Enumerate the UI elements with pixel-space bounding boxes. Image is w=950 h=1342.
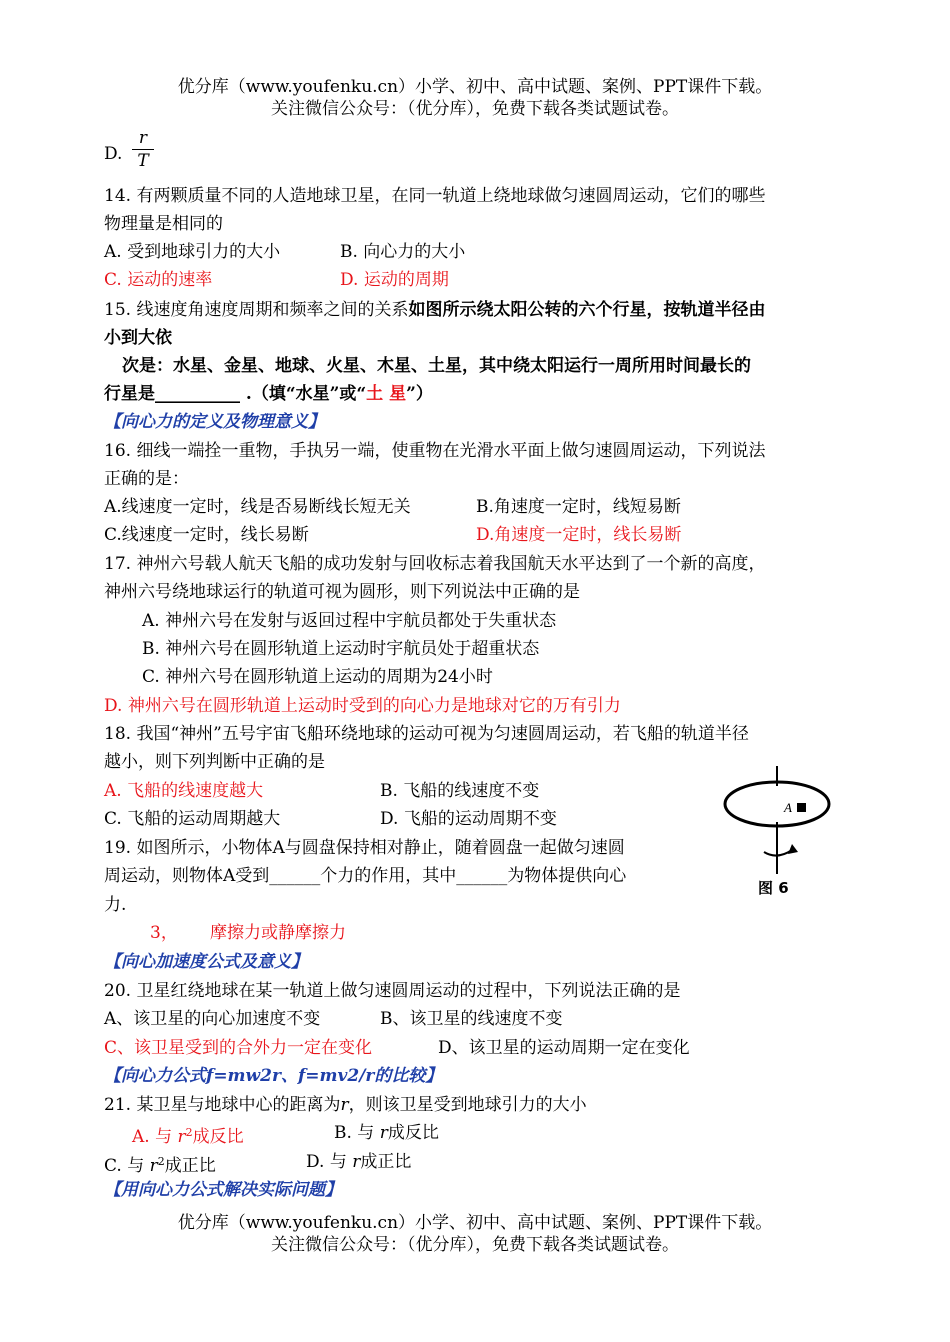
q19-stem-line-3: 力. <box>104 895 127 915</box>
q14-stem-line-1: 14. 有两颗质量不同的人造地球卫星，在同一轨道上绕地球做匀速圆周运动，它们的哪些 <box>104 186 766 206</box>
q15-line-1 <box>104 298 765 322</box>
object-a <box>797 803 806 812</box>
q17-option-c: C. 神州六号在圆形轨道上运动的周期为24小时 <box>142 667 493 687</box>
fraction-denominator: T <box>137 151 149 171</box>
q15-prefix: 15. 线速度角速度周期和频率之间的关系 <box>104 300 409 320</box>
q16-stem-line-1: 16. 细线一端拴一重物，手执另一端，使重物在光滑水平面上做匀速圆周运动，下列说法 <box>104 441 766 461</box>
q21-option-d <box>306 1150 411 1174</box>
section-heading-3: 【向心力公式f=mw2r、f=mv2/r的比较】 <box>104 1066 443 1086</box>
q18-stem-line-2: 越小，则下列判断中正确的是 <box>104 752 325 772</box>
footer-line-2: 关注微信公众号：（优分库），免费下载各类试题试卷。 <box>271 1235 679 1255</box>
q21-option-c-exp: 2 <box>157 1155 165 1168</box>
q21-stem-b: ，则该卫星受到地球引力的大小 <box>348 1095 587 1115</box>
rotation-arrowhead <box>788 844 798 854</box>
q21-stem <box>104 1093 587 1117</box>
q16-stem-line-2: 正确的是： <box>104 469 189 489</box>
q21-option-b-prefix: B. 与 <box>334 1123 375 1143</box>
q21-option-d-var: r <box>352 1152 361 1172</box>
q18-stem-line-1: 18. 我国“神州”五号宇宙飞船环绕地球的运动可视为匀速圆周运动，若飞船的轨道半径 <box>104 724 749 744</box>
q17-option-a: A. 神州六号在发射与返回过程中宇航员都处于失重状态 <box>142 611 557 631</box>
footer-line-1: 优分库（www.youfenku.cn）小学、初中、高中试题、案例、PPT课件下载。 <box>177 1213 773 1233</box>
header-line-2: 关注微信公众号：（优分库），免费下载各类试题试卷。 <box>271 99 679 119</box>
q15-line-1-bold: 如图所示绕太阳公转的六个行星，按轨道半径由 <box>408 300 766 320</box>
q14-option-a: A. 受到地球引力的大小 <box>104 242 281 262</box>
q18-option-a: A. 飞船的线速度越大 <box>104 781 264 801</box>
q14-stem-line-2: 物理量是相同的 <box>104 214 223 234</box>
q19-answer-force: 摩擦力或静摩擦力 <box>210 923 346 943</box>
section-heading-4: 【用向心力公式解决实际问题】 <box>104 1180 342 1200</box>
q15-line-4 <box>104 382 433 406</box>
q21-option-b <box>334 1121 439 1145</box>
figure-6-disc <box>720 764 838 904</box>
disc-outline <box>725 782 829 826</box>
q15-line-2: 小到大依 <box>104 328 172 348</box>
q20-option-d: D、该卫星的运动周期一定在变化 <box>438 1038 690 1058</box>
q14-option-b: B. 向心力的大小 <box>340 242 466 262</box>
q14-option-c: C. 运动的速率 <box>104 270 213 290</box>
q17-stem-line-1: 17. 神州六号载人航天飞船的成功发射与回收标志着我国航天水平达到了一个新的高度， <box>104 554 766 574</box>
q21-option-b-var: r <box>379 1123 388 1143</box>
q19-answer-count: 3， <box>150 923 178 943</box>
q21-option-c-var: r <box>149 1156 158 1176</box>
figure-label: 图 6 <box>758 879 789 897</box>
q16-option-a: A.线速度一定时，线是否易断线长短无关 <box>104 497 411 517</box>
fraction-bar <box>132 149 154 150</box>
q18-option-b: B. 飞船的线速度不变 <box>380 781 540 801</box>
header-line-1: 优分库（www.youfenku.cn）小学、初中、高中试题、案例、PPT课件下载。 <box>177 77 773 97</box>
q15-blank-suffix: ”） <box>406 384 433 404</box>
q14-option-d: D. 运动的周期 <box>340 270 449 290</box>
point-a-label: A <box>784 800 792 815</box>
q21-option-b-suffix: 成反比 <box>387 1123 439 1143</box>
q19-stem-line-1: 19. 如图所示，小物体A与圆盘保持相对静止，随着圆盘一起做匀速圆 <box>104 838 625 858</box>
q21-option-a-exp: 2 <box>185 1126 193 1139</box>
q21-option-c-suffix: 成正比 <box>164 1156 216 1176</box>
q21-stem-a: 21. 某卫星与地球中心的距离为 <box>104 1095 341 1115</box>
q20-option-c: C、该卫星受到的合外力一定在变化 <box>104 1038 373 1058</box>
q21-option-c <box>104 1150 216 1178</box>
q20-option-a: A、该卫星的向心加速度不变 <box>104 1009 321 1029</box>
q17-stem-line-2: 神州六号绕地球运行的轨道可视为圆形，则下列说法中正确的是 <box>104 582 580 602</box>
q17-option-d: D. 神州六号在圆形轨道上运动时受到的向心力是地球对它的万有引力 <box>104 696 621 716</box>
fraction-numerator: r <box>138 128 148 148</box>
q21-var-r: r <box>340 1095 349 1115</box>
q17-option-b: B. 神州六号在圆形轨道上运动时宇航员处于超重状态 <box>142 639 540 659</box>
q18-option-d: D. 飞船的运动周期不变 <box>380 809 557 829</box>
q21-option-a-prefix: A. 与 <box>132 1127 173 1147</box>
q21-option-a-var: r <box>177 1127 186 1147</box>
q21-option-d-suffix: 成正比 <box>360 1152 412 1172</box>
q15-answer: 土 星 <box>366 384 407 404</box>
q13-fraction <box>132 128 154 171</box>
q15-blank-prefix: 行星是__________ .（填“水星”或“ <box>104 384 367 404</box>
q13-option-d-label: D. <box>104 144 123 164</box>
section-heading-1: 【向心力的定义及物理意义】 <box>104 412 325 432</box>
q21-option-d-prefix: D. 与 <box>306 1152 347 1172</box>
q21-option-a-suffix: 成反比 <box>192 1127 244 1147</box>
q15-line-3: 次是：水星、金星、地球、火星、木星、土星，其中绕太阳运行一周所用时间最长的 <box>122 356 751 376</box>
q21-option-c-prefix: C. 与 <box>104 1156 145 1176</box>
q16-option-c: C.线速度一定时，线长易断 <box>104 525 309 545</box>
q20-stem: 20. 卫星红绕地球在某一轨道上做匀速圆周运动的过程中，下列说法正确的是 <box>104 981 681 1001</box>
section-heading-2: 【向心加速度公式及意义】 <box>104 952 308 972</box>
q20-option-b: B、该卫星的线速度不变 <box>380 1009 563 1029</box>
q16-option-d: D.角速度一定时，线长易断 <box>476 525 682 545</box>
q18-option-c: C. 飞船的运动周期越大 <box>104 809 281 829</box>
q19-stem-line-2: 周运动，则物体A受到______个力的作用，其中______为物体提供向心 <box>104 866 627 886</box>
q16-option-b: B.角速度一定时，线短易断 <box>476 497 681 517</box>
q21-option-a <box>132 1121 244 1149</box>
